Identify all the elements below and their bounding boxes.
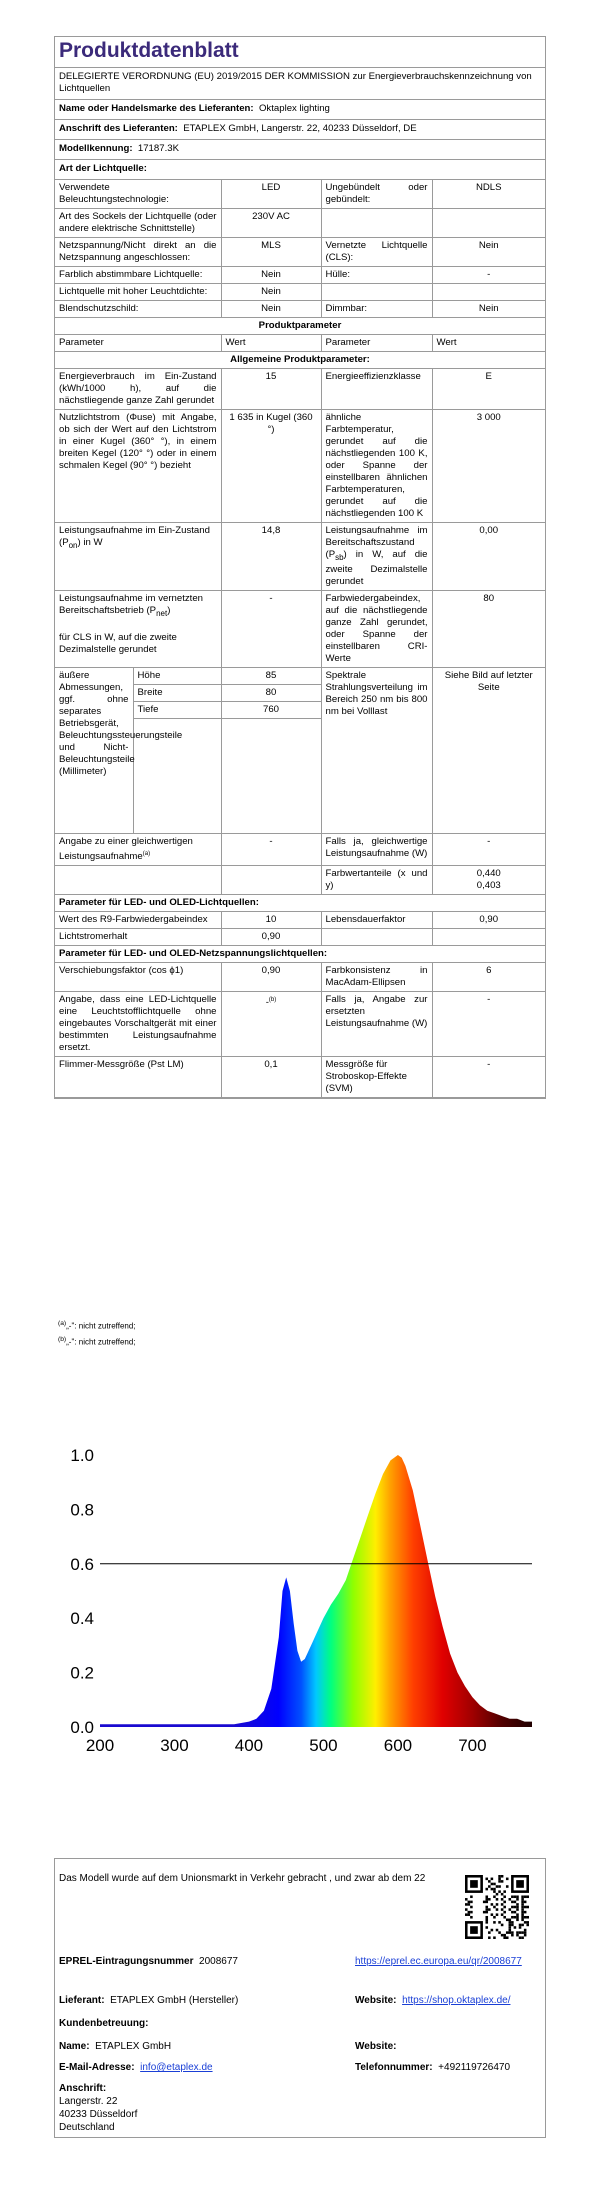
- x-tick-label: 600: [383, 1736, 413, 1755]
- x-tick-label: 500: [309, 1736, 338, 1755]
- dimensions-values: [221, 667, 321, 833]
- model-row: Modellkennung: 17187.3K: [55, 140, 545, 160]
- x-tick-label: 700: [458, 1736, 487, 1755]
- x-tick-label: 200: [85, 1736, 115, 1755]
- param-value: [432, 284, 545, 301]
- table-row: [55, 929, 545, 946]
- param-value: LED: [221, 180, 321, 209]
- x-axis: [86, 1736, 487, 1755]
- param-value: [432, 209, 545, 238]
- page-title: Produktdatenblatt: [55, 37, 545, 68]
- y-tick-label: 0.4: [70, 1609, 94, 1629]
- regulation-intro: DELEGIERTE VERORDNUNG (EU) 2019/2015 DER KOMMISSION zur Energieverbrauchskennzeichnung von Lichtquellen: [55, 68, 545, 100]
- param-label: Blendschutzschild:: [55, 301, 221, 318]
- phone-row: Telefonnummer: +492119726470: [355, 2062, 511, 2073]
- param-label: Farblich abstimmbare Lichtquelle:: [55, 267, 221, 284]
- spectrum-area: [100, 1455, 532, 1727]
- param-label: Art des Sockels der Lichtquelle (oder andere elektrische Schnittstelle): [55, 209, 221, 238]
- spectrum-chart: [40, 1435, 540, 1765]
- param-value: 230V AC: [221, 209, 321, 238]
- param-value: MLS: [221, 238, 321, 267]
- eprel-link[interactable]: https://eprel.ec.europa.eu/qr/2008677: [355, 1956, 522, 1967]
- y-axis: [70, 1446, 94, 1737]
- section-row: [55, 946, 545, 963]
- param-label: Nutzlichtstrom (Φuse) mit Angabe, ob sich der Wert auf den Lichtstrom in einer Kugel (360° °), in einem breiten Kegel (120° °) oder in einem schmalen Kegel (90° °) bezieht: [55, 410, 221, 523]
- param-label: [321, 209, 432, 238]
- param-value: 0,00: [432, 523, 545, 591]
- param-value: E: [432, 369, 545, 410]
- param-label: Leistungsaufnahme im Bereitschaftszustand $(P_{sb})$ in W, auf die zweite Dezimalstelle gerundet: [321, 523, 432, 591]
- email-link[interactable]: info@etaplex.de: [140, 2062, 213, 2073]
- column-header: Wert: [432, 335, 545, 352]
- param-value: 0,90: [432, 912, 545, 929]
- param-value: 15: [221, 369, 321, 410]
- param-label: Dimmbar:: [321, 301, 432, 318]
- table-row: [55, 369, 545, 410]
- section-heading: Produktparameter: [55, 318, 545, 335]
- param-label: Energieverbrauch im Ein-Zustand (kWh/1000 h), auf die nächstliegende ganze Zahl gerundet: [55, 369, 221, 410]
- param-label: Ungebündelt oder gebündelt:: [321, 180, 432, 209]
- param-label: Lichtstromerhalt: [55, 929, 221, 946]
- param-label: Falls ja, gleichwertige Leistungsaufnahme (W): [321, 833, 432, 865]
- dimensions-table: [55, 668, 221, 833]
- dimension-label: Tiefe: [133, 701, 221, 718]
- param-label: Leistungsaufnahme im vernetzten Bereitschaftsbetrieb $(P_{net})$ für CLS in W, auf die zweite Dezimalstelle gerundet: [55, 590, 221, 667]
- param-value: 6: [432, 963, 545, 992]
- dimensions-cell: [55, 667, 221, 833]
- param-label: Verwendete Beleuchtungstechnologie:: [55, 180, 221, 209]
- y-tick-label: 0.0: [70, 1718, 94, 1737]
- param-label: Angabe, dass eine LED-Lichtquelle eine Leuchtstofflichtquelle ohne eingebautes Vorschaltgerät mit einer bestimmten Leistungsaufnahme ersetzt.: [55, 992, 221, 1057]
- section-row: [55, 318, 545, 335]
- y-tick-label: 0.8: [70, 1500, 94, 1520]
- param-value: 0,440 0,403: [432, 866, 545, 895]
- param-label: Vernetzte Lichtquelle (CLS):: [321, 238, 432, 267]
- light-source-type-row: Art der Lichtquelle:: [55, 160, 545, 180]
- table-row: [55, 410, 545, 523]
- param-label: Leistungsaufnahme im Ein-Zustand $(P_{on})$ in W: [55, 523, 221, 591]
- param-value: Siehe Bild auf letzter Seite: [432, 667, 545, 833]
- param-value: -$^{(b)}$: [221, 992, 321, 1057]
- param-value: -: [221, 833, 321, 865]
- section-row: [55, 352, 545, 369]
- dimension-value: 80: [222, 685, 321, 702]
- x-tick-label: 400: [234, 1736, 264, 1755]
- dimension-label: Breite: [133, 684, 221, 701]
- param-value: 0,90: [221, 963, 321, 992]
- column-header: Wert: [221, 335, 321, 352]
- light-source-type-table: [55, 180, 545, 1098]
- param-value: 80: [432, 590, 545, 667]
- param-value: -: [432, 833, 545, 865]
- param-value: Nein: [221, 284, 321, 301]
- table-row: [55, 992, 545, 1057]
- table-row: [55, 833, 545, 865]
- y-tick-label: 0.2: [70, 1663, 94, 1683]
- param-label: Spektrale Strahlungsverteilung im Bereich 250 nm bis 800 nm bei Volllast: [321, 667, 432, 833]
- customer-service-label: Kundenbetreuung:: [59, 2018, 149, 2029]
- y-tick-label: 0.6: [70, 1554, 94, 1574]
- dimension-value: 760: [222, 702, 321, 719]
- param-value: 14,8: [221, 523, 321, 591]
- param-label: Falls ja, Angabe zur ersetzten Leistungsaufnahme (W): [321, 992, 432, 1057]
- param-value: Nein: [432, 238, 545, 267]
- param-value: 3 000: [432, 410, 545, 523]
- param-label: Messgröße für Stroboskop-Effekte (SVM): [321, 1057, 432, 1098]
- param-value: -: [432, 267, 545, 284]
- param-label: Farbkonsistenz in MacAdam-Ellipsen: [321, 963, 432, 992]
- website-link[interactable]: https://shop.oktaplex.de/: [402, 1995, 511, 2006]
- param-label: Flimmer-Messgröße (Pst LM): [55, 1057, 221, 1098]
- column-header: Parameter: [321, 335, 432, 352]
- column-header: Parameter: [55, 335, 221, 352]
- param-value: NDLS: [432, 180, 545, 209]
- table-row: [55, 963, 545, 992]
- qr-code-icon[interactable]: [465, 1875, 529, 1939]
- param-value: 0,1: [221, 1057, 321, 1098]
- param-value: Nein: [221, 301, 321, 318]
- section-heading: Allgemeine Produktparameter:: [55, 352, 545, 369]
- param-label: Lebensdauerfaktor: [321, 912, 432, 929]
- table-row: [55, 1057, 545, 1098]
- param-label: ähnliche Farbtemperatur, gerundet auf die nächstliegenden 100 K, oder Spanne der einstellbaren ähnlichen Farbtemperaturen, gerundet auf die nächstliegenden 100 K: [321, 410, 432, 523]
- section-row: [55, 895, 545, 912]
- datasheet: [54, 36, 546, 1099]
- section-heading: Parameter für LED- und OLED-Lichtquellen:: [55, 895, 545, 912]
- table-row: [55, 284, 545, 301]
- footnote-b: $^{(b)}$„-": nicht zutreffend;: [58, 1336, 136, 1347]
- y-tick-label: 1.0: [70, 1446, 94, 1465]
- table-row: [55, 238, 545, 267]
- param-label: Lichtquelle mit hoher Leuchtdichte:: [55, 284, 221, 301]
- dimension-label: Höhe: [133, 668, 221, 685]
- table-row: [55, 301, 545, 318]
- supplier-name-row: Name oder Handelsmarke des Lieferanten: Oktaplex lighting: [55, 100, 545, 120]
- param-label: äußere Abmessungen, ggf. ohne separates Betriebsgerät, Beleuchtungssteuerungsteile und Nicht-Beleuchtungsteile (Millimeter): [55, 668, 133, 833]
- contact-website-row: Website:: [355, 2041, 397, 2052]
- param-label: Hülle:: [321, 267, 432, 284]
- param-label: Farbwertanteile (x und y): [321, 866, 432, 895]
- param-value: -: [221, 590, 321, 667]
- param-value: -: [432, 992, 545, 1057]
- param-value: 1 635 in Kugel (360 °): [221, 410, 321, 523]
- param-label: Netzspannung/Nicht direkt an die Netzspannung angeschlossen:: [55, 238, 221, 267]
- supplier-row: Lieferant: ETAPLEX GmbH (Hersteller): [59, 1995, 239, 2006]
- param-value: Nein: [432, 301, 545, 318]
- param-value: 0,90: [221, 929, 321, 946]
- footnote-a: $^{(a)}$„-": nicht zutreffend;: [58, 1320, 136, 1331]
- table-row: [55, 866, 545, 895]
- param-value: 10: [221, 912, 321, 929]
- param-value: -: [432, 1057, 545, 1098]
- dimension-value: 85: [222, 668, 321, 685]
- table-row: [55, 912, 545, 929]
- param-value: Nein: [221, 267, 321, 284]
- param-label: Wert des R9-Farbwiedergabeindex: [55, 912, 221, 929]
- table-row: [55, 667, 545, 833]
- table-row: [55, 267, 545, 284]
- contact-name-row: Name: ETAPLEX GmbH: [59, 2041, 172, 2052]
- param-label: Energieeffizienzklasse: [321, 369, 432, 410]
- x-tick-label: 300: [160, 1736, 189, 1755]
- website-row: Website: https://shop.oktaplex.de/: [355, 1995, 511, 2006]
- supplier-address-row: Anschrift des Lieferanten: ETAPLEX GmbH, Langerstr. 22, 40233 Düsseldorf, DE: [55, 120, 545, 140]
- table-row: [55, 590, 545, 667]
- header-row: [55, 335, 545, 352]
- market-date-text: Das Modell wurde auf dem Unionsmarkt in Verkehr gebracht , und zwar ab dem 22: [59, 1873, 426, 1884]
- address-block: Anschrift: Langerstr. 22 40233 Düsseldorf Deutschland: [59, 2083, 138, 2133]
- param-label: [321, 284, 432, 301]
- email-row: E-Mail-Adresse: info@etaplex.de: [59, 2062, 213, 2073]
- table-row: [55, 523, 545, 591]
- section-heading: Parameter für LED- und OLED-Netzspannungslichtquellen:: [55, 946, 545, 963]
- param-label: Angabe zu einer gleichwertigen Leistungsaufnahme$^{(a)}$: [55, 833, 221, 865]
- product-info-box: [54, 1858, 546, 2138]
- table-row: [55, 180, 545, 209]
- param-label: Verschiebungsfaktor (cos ϕ1): [55, 963, 221, 992]
- eprel-row: EPREL-Eintragungsnummer 2008677: [59, 1956, 238, 1967]
- table-row: [55, 209, 545, 238]
- param-label: Farbwiedergabeindex, auf die nächstliegende ganze Zahl gerundet, oder Spanne der einstellbaren CRI-Werte: [321, 590, 432, 667]
